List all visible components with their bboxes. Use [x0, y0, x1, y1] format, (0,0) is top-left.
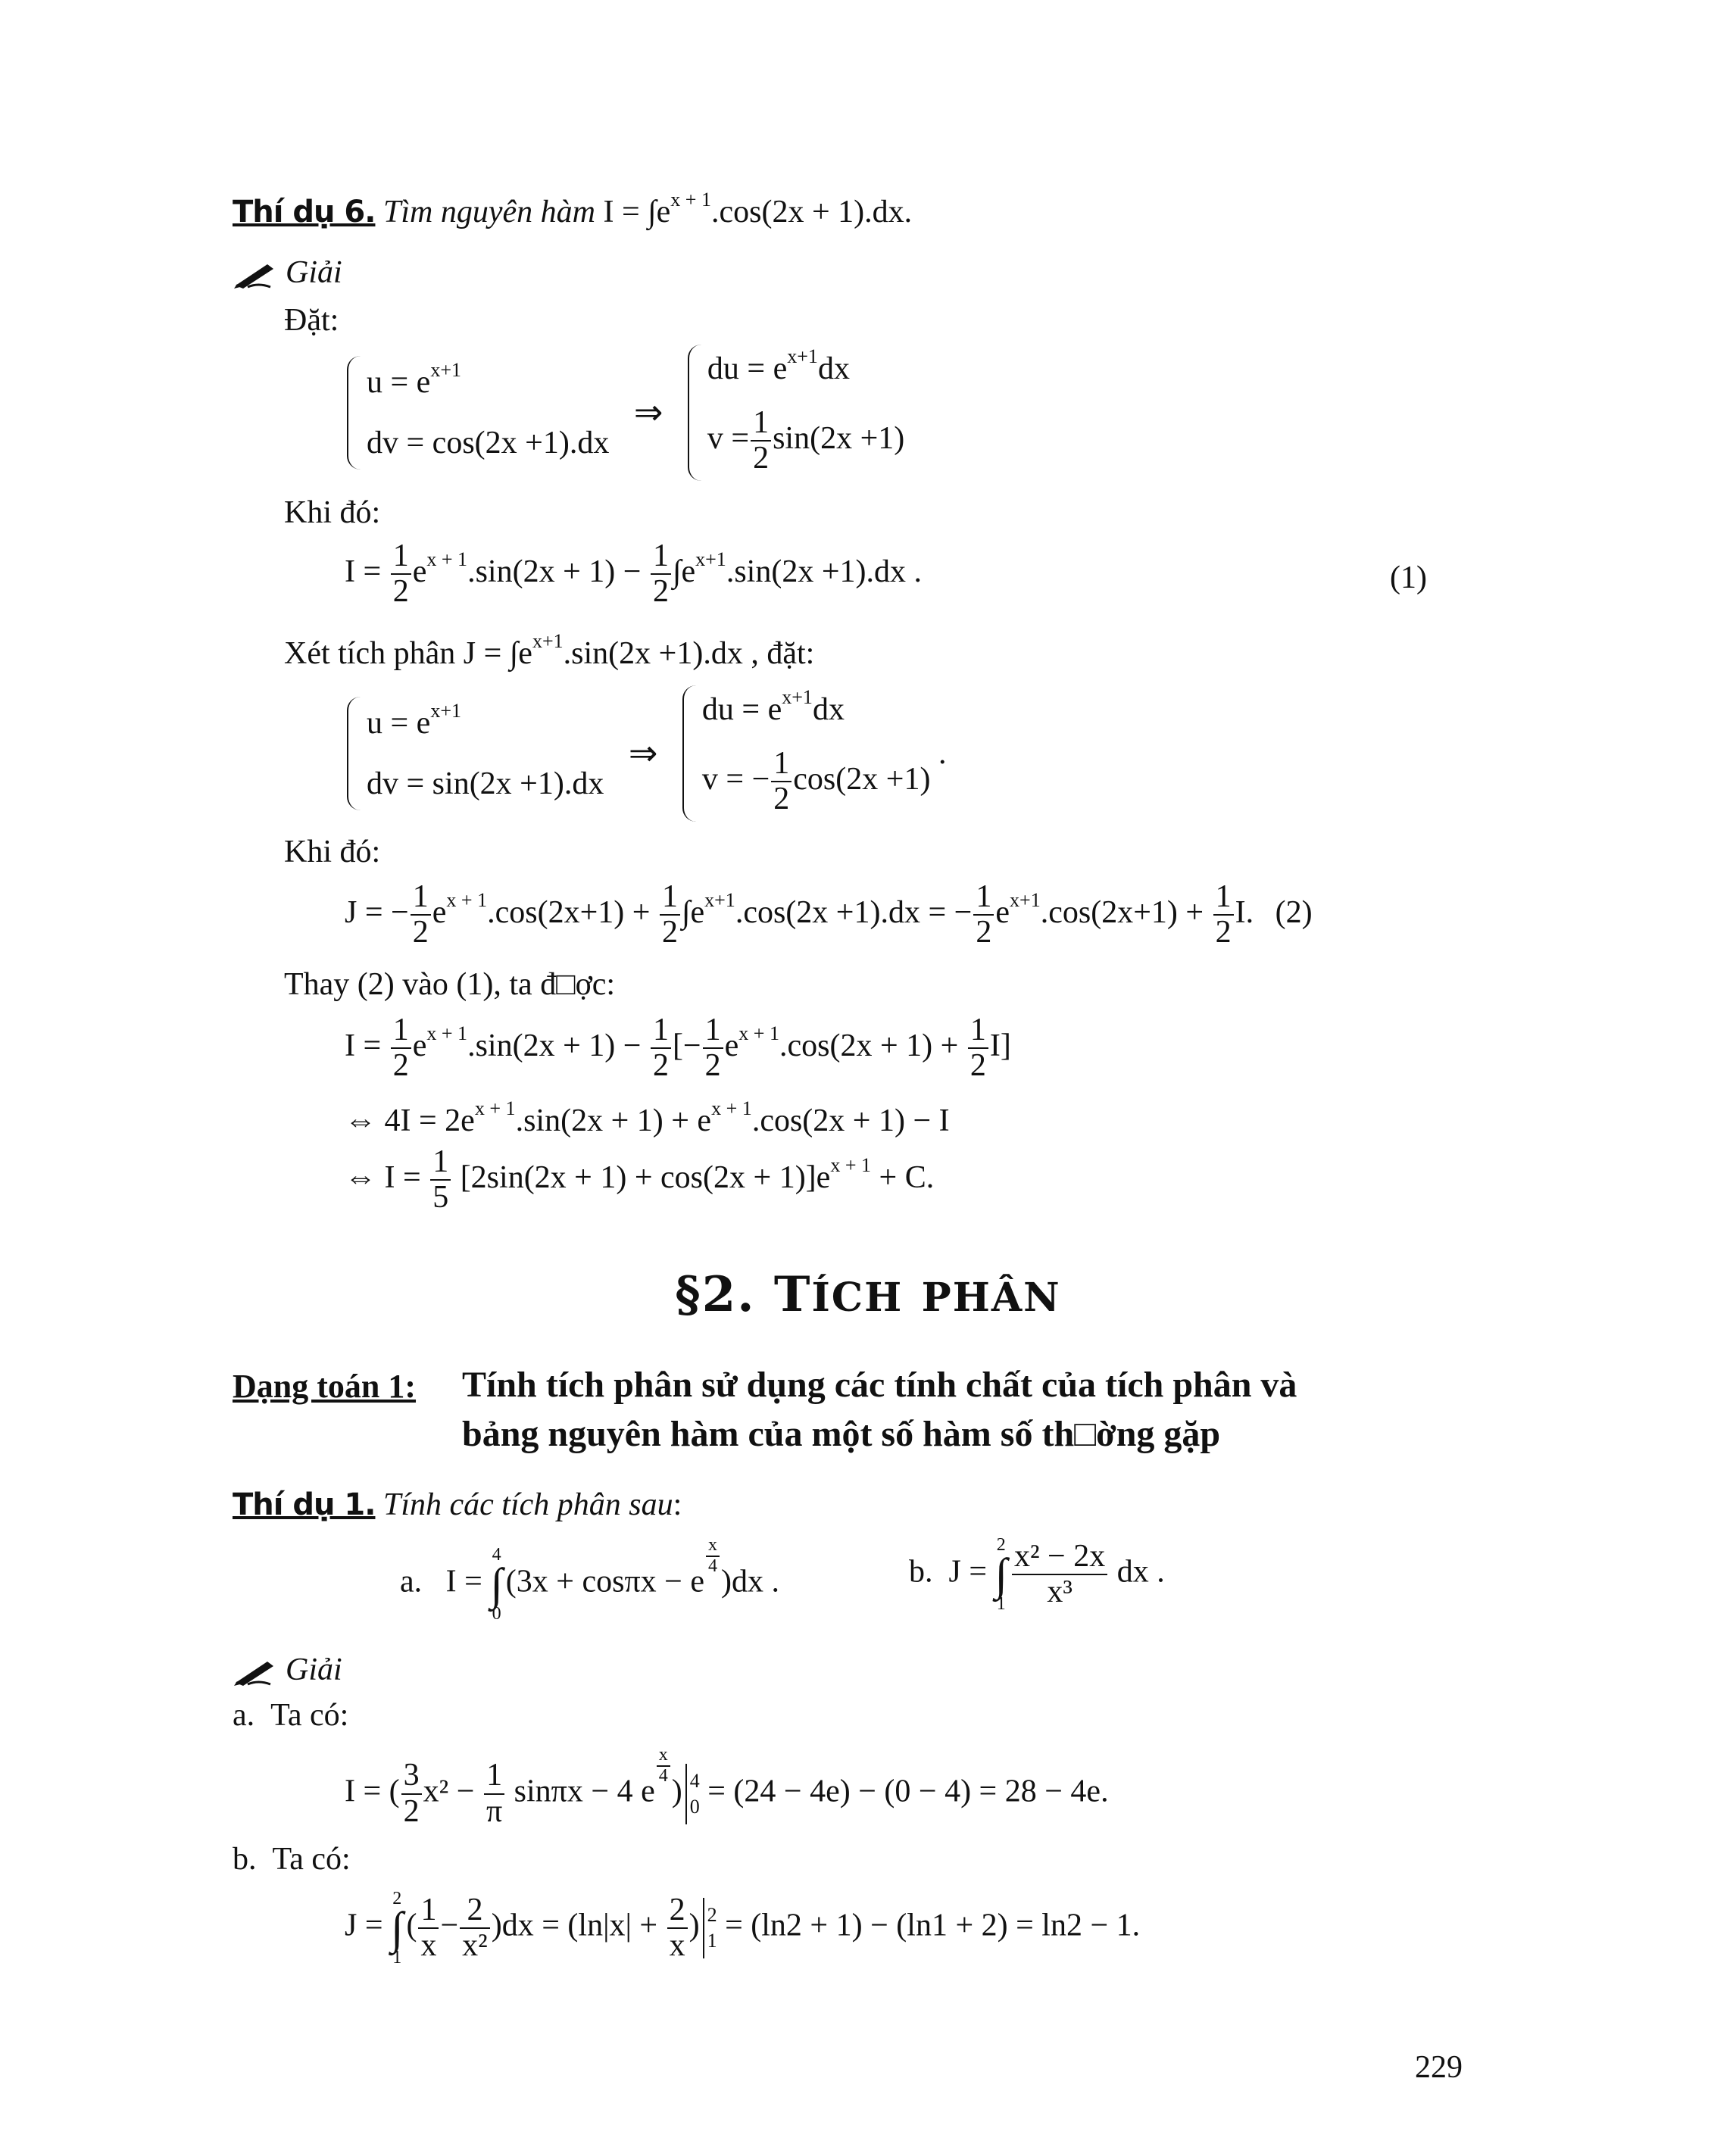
- du-def: du = $e^{x+1}dx$: [701, 685, 845, 727]
- example-label: Thí dụ 6.: [233, 195, 376, 229]
- system-right: [682, 685, 931, 822]
- system-right: [688, 345, 904, 481]
- consider-line: Xét tích phân $J = \int e^{x+1}.\sin(2x +1).dx$ , đặt:: [284, 630, 815, 671]
- example-1-line: Thí dụ 1. Tính các tích phân sau:: [233, 1487, 682, 1522]
- substitution-system-2: $u = e^{x+1}$ dv = sin(2x +1).dx ⇒ du = $e^{x+1}dx$ v = − $\frac{1}{2}$ cos(2x +1) .: [347, 685, 946, 822]
- dat-label: Đặt:: [284, 303, 339, 338]
- solution-heading: Giải: [233, 254, 342, 292]
- equation-4: ⇔ $4I = 2e^{x + 1}.\sin(2x + 1) + e^{x + 1}.\cos(2x + 1) - I$: [345, 1097, 950, 1138]
- system-left: [347, 697, 604, 810]
- pen-writing-icon: [233, 1657, 276, 1687]
- substitution-system-1: [347, 345, 904, 481]
- implies-arrow: ⇒: [633, 393, 663, 432]
- solution-heading-2: Giải: [233, 1651, 342, 1689]
- substitute-line: Thay (2) vào (1), ta đ□ợc:: [284, 967, 616, 1002]
- equation-2: J = − $\frac{1}{2}$ $e^{x + 1}.\cos(2x+1)$ + $\frac{1}{2}$ $\int e^{x+1}.\cos(2x +1).dx$ = − $\frac{1}{2}$ $e^{x+1}.\cos(2x+1)$ + $\frac{1}{2}$ I. (2): [345, 879, 1313, 950]
- example-1-part-a: a. I = 4 ∫ 0 (3x + cosπx − e $\frac{x}{4}$ )dx .: [400, 1535, 779, 1624]
- dv-def: dv = sin(2x +1).dx: [367, 766, 604, 801]
- section-title: §2. TÍCH PHÂN: [675, 1266, 1061, 1323]
- equation-1: I = $\frac{1}{2}$ $e^{x + 1}.\sin(2x + 1)$ − $\frac{1}{2}$ $\int e^{x+1}.\sin(2x +1).dx$ .: [345, 538, 922, 610]
- equation-5: ⇔ I = $\frac{1}{5}$ $[2\sin(2x + 1) + \cos(2x + 1)]e^{x + 1} + C$.: [345, 1144, 935, 1215]
- problem-type-line-1: Tính tích phân sử dụng các tính chất của tích phân và: [462, 1365, 1297, 1405]
- example-6-line: [233, 189, 913, 231]
- page-number: 229: [1415, 2050, 1463, 2085]
- du-def: du = $e^{x+1}dx$: [707, 345, 850, 386]
- equation-tag-1: (1): [1390, 560, 1427, 595]
- part-b-equation: J = 2 ∫ 1 ( $\frac{1}{x}$ − $\frac{2}{\text{x²}}$ )dx = (ln|x| + $\frac{2}{x}$ ) 2 1 = (ln2 + 1) − (ln1 + 2) = ln2 − 1.: [345, 1889, 1141, 1968]
- system-left: [347, 356, 609, 470]
- problem-type-line-2: bảng nguyên hàm của một số hàm số th□ờng gặp: [462, 1414, 1221, 1454]
- equation-3: I = $\frac{1}{2}$ $e^{x + 1}.\sin(2x + 1)$ − $\frac{1}{2}$ [− $\frac{1}{2}$ $e^{x + 1}.\cos(2x + 1)$ + $\frac{1}{2}$ I]: [345, 1013, 1011, 1084]
- khi-do-label-1: Khi đó:: [284, 495, 381, 530]
- example-1-part-b: b. J = 2 ∫ 1 $\frac{\text{x² − 2x}}{\text{x³}}$ dx .: [909, 1535, 1165, 1614]
- implies-arrow: ⇒: [628, 734, 658, 773]
- u-def: $u = e^{x+1}$: [367, 358, 462, 400]
- problem-type-heading: Dạng toán 1:: [233, 1368, 417, 1405]
- part-a-intro: a. Ta có:: [233, 1698, 349, 1733]
- dv-def: dv = cos(2x +1).dx: [367, 425, 610, 460]
- part-b-intro: b. Ta có:: [233, 1842, 351, 1877]
- v-def: v = $\frac{1}{2}$ sin(2x +1): [707, 404, 905, 476]
- v-def: v = − $\frac{1}{2}$ cos(2x +1): [701, 745, 931, 816]
- part-a-equation: I = ( $\frac{3}{2}$ x² − $\frac{1}{\pi}$ sinπx − 4 e $\frac{x}{4}$ ) 4 0 = (24 − 4e) − (0 − 4) = 28 − 4e.: [345, 1745, 1109, 1829]
- khi-do-label-2: Khi đó:: [284, 835, 381, 869]
- pen-writing-icon: [233, 260, 276, 290]
- example-integral: $I = \int e^{x + 1}.\cos(2x + 1).dx$.: [603, 189, 913, 229]
- u-def: $u = e^{x+1}$: [367, 699, 462, 741]
- example-statement: Tìm nguyên hàm: [382, 195, 595, 229]
